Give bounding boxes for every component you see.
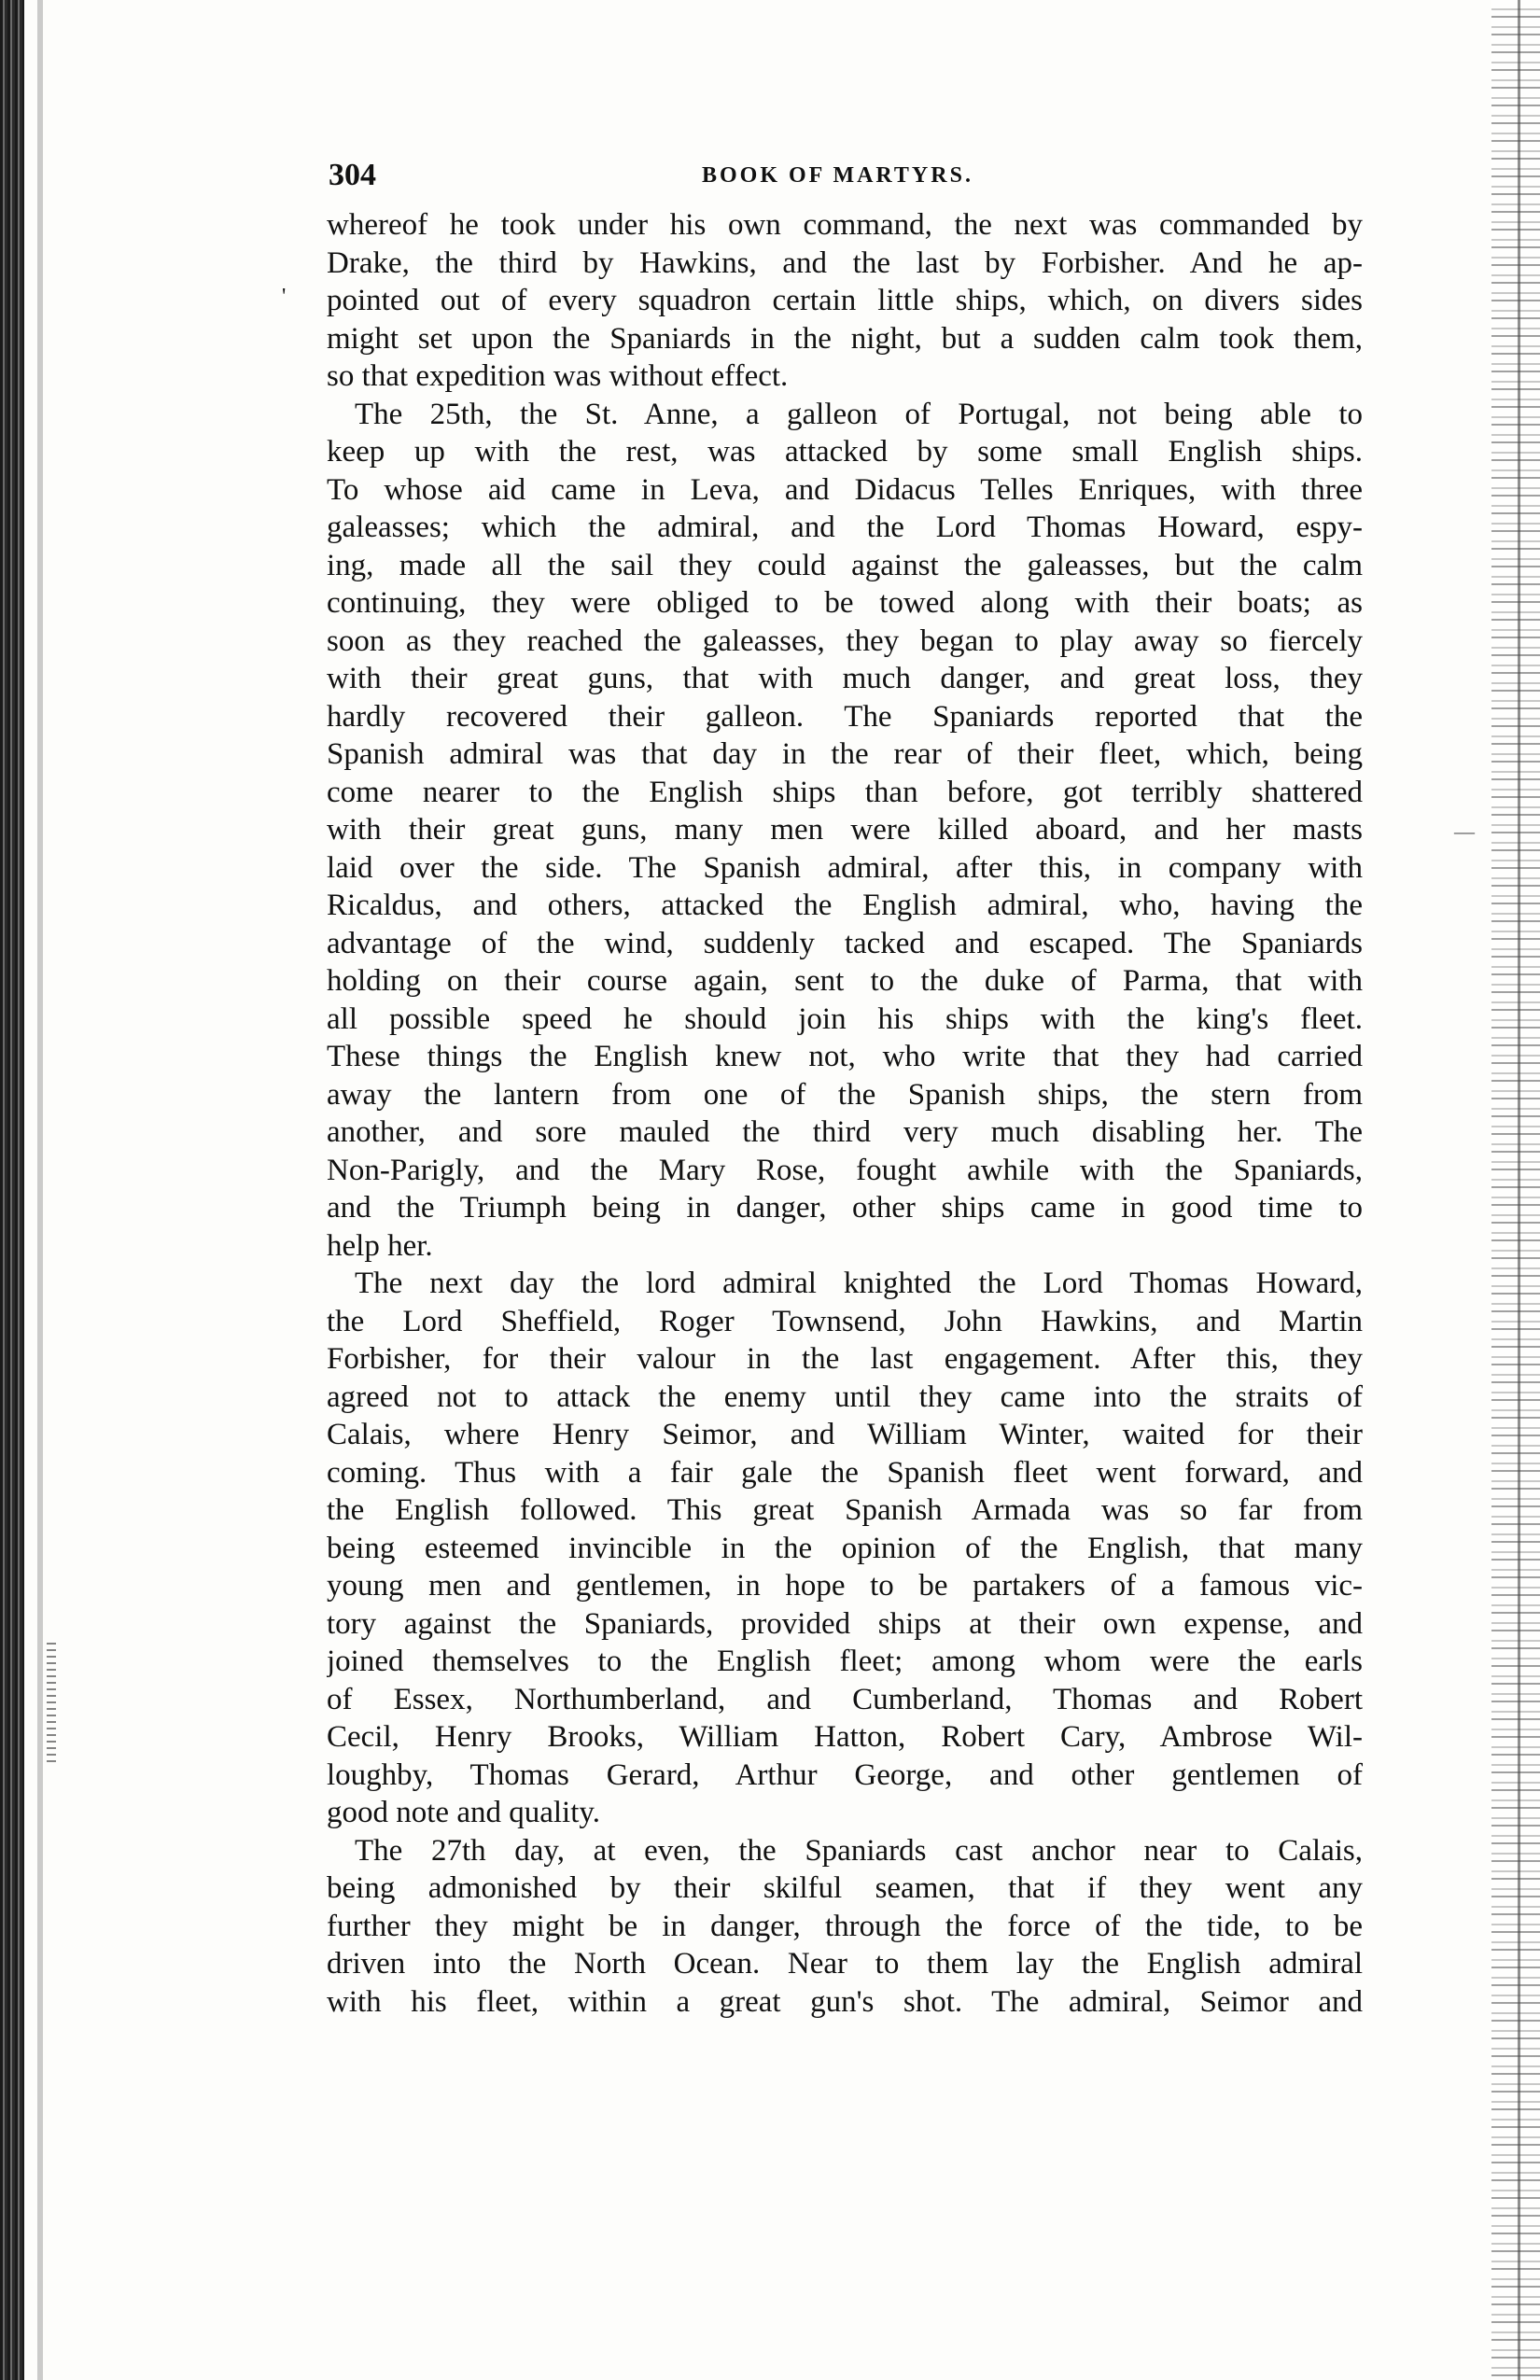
text-line: the English followed. This great Spanish Armada was so far from — [327, 1493, 1363, 1527]
text-line: hardly recovered their galleon. The Spaniards reported that the — [327, 699, 1363, 734]
page-edge-line-right — [1518, 0, 1520, 2380]
text-line: The 25th, the St. Anne, a galleon of Portugal, not being able to — [355, 397, 1363, 431]
text-line: come nearer to the English ships than before, got terribly shattered — [327, 775, 1363, 809]
text-line: all possible speed he should join his ships with the king's fleet. — [327, 1001, 1363, 1036]
text-line: These things the English knew not, who write that they had carried — [327, 1040, 1363, 1073]
text-line: agreed not to attack the enemy until they came into the straits of — [327, 1379, 1363, 1414]
text-line: young men and gentlemen, in hope to be partakers of a famous vic- — [327, 1569, 1363, 1603]
text-line: another, and sore mauled the third very much disabling her. The — [327, 1115, 1363, 1149]
text-line: holding on their course again, sent to the duke of Parma, that with — [327, 964, 1363, 998]
text-line: Spanish admiral was that day in the rear of their fleet, which, being — [327, 737, 1363, 771]
text-line: away the lantern from one of the Spanish ships, the stern from — [327, 1077, 1363, 1112]
text-line: Ricaldus, and others, attacked the English admiral, who, having the — [327, 889, 1363, 922]
body-text — [327, 206, 1363, 2021]
text-line: with their great guns, many men were killed aboard, and her masts — [327, 813, 1363, 847]
text-line: laid over the side. The Spanish admiral, after this, in company with — [327, 850, 1363, 885]
text-line: and the Triumph being in danger, other ships came in good time to — [327, 1191, 1363, 1225]
edge-speckle-left — [47, 1643, 56, 1764]
text-line: continuing, they were obliged to be towed along with their boats; as — [327, 586, 1363, 620]
text-line: advantage of the wind, suddenly tacked and escaped. The Spaniards — [327, 926, 1363, 960]
text-line: ing, made all the sail they could against the galeasses, but the calm — [327, 548, 1363, 582]
page-header — [329, 157, 1363, 194]
text-line: further they might be in danger, through the force of the tide, to be — [327, 1909, 1363, 1943]
text-line: with his fleet, within a great gun's shot. The admiral, Seimor and — [327, 1984, 1363, 2019]
text-line: being esteemed invincible in the opinion of the English, that many — [327, 1531, 1363, 1565]
text-line: whereof he took under his own command, the next was commanded by — [327, 208, 1363, 242]
margin-mark-right: — — [1454, 819, 1475, 843]
text-line: loughby, Thomas Gerard, Arthur George, and other gentlemen of — [327, 1757, 1363, 1792]
text-line: with their great guns, that with much danger, and great loss, they — [327, 662, 1363, 695]
text-line: help her. — [327, 1228, 433, 1263]
text-line: coming. Thus with a fair gale the Spanish fleet went forward, and — [327, 1455, 1363, 1490]
text-line: The 27th day, at even, the Spaniards cast anchor near to Calais, — [355, 1833, 1363, 1868]
deckle-edge-right — [1491, 0, 1540, 2380]
binding-edge-left — [0, 0, 24, 2380]
text-line: the Lord Sheffield, Roger Townsend, John Hawkins, and Martin — [327, 1304, 1363, 1338]
margin-mark-left: ' — [282, 285, 287, 309]
text-line: Calais, where Henry Seimor, and William Winter, waited for their — [327, 1418, 1363, 1451]
text-line: To whose aid came in Leva, and Didacus Telles Enriques, with three — [327, 472, 1363, 507]
running-head: BOOK OF MARTYRS. — [702, 163, 973, 188]
text-line: Drake, the third by Hawkins, and the last by Forbisher. And he ap- — [327, 245, 1363, 280]
text-line: galeasses; which the admiral, and the Lord Thomas Howard, espy- — [327, 511, 1363, 544]
text-line: tory against the Spaniards, provided ships at their own expense, and — [327, 1606, 1363, 1641]
text-line: so that expedition was without effect. — [327, 359, 789, 393]
text-line: Cecil, Henry Brooks, William Hatton, Robert Cary, Ambrose Wil- — [327, 1720, 1363, 1754]
text-line: might set upon the Spaniards in the night, but a sudden calm took them, — [327, 321, 1363, 356]
text-line: joined themselves to the English fleet; among whom were the earls — [327, 1645, 1363, 1678]
text-line: The next day the lord admiral knighted the Lord Thomas Howard, — [355, 1267, 1363, 1300]
text-line: driven into the North Ocean. Near to them lay the English admiral — [327, 1947, 1363, 1981]
text-line: being admonished by their skilful seamen, that if they went any — [327, 1871, 1363, 1905]
text-line: Forbisher, for their valour in the last engagement. After this, they — [327, 1342, 1363, 1376]
text-line: of Essex, Northumberland, and Cumberland, Thomas and Robert — [327, 1682, 1363, 1716]
binding-shadow-left — [37, 0, 43, 2380]
text-line: Non-Parigly, and the Mary Rose, fought awhile with the Spaniards, — [327, 1153, 1363, 1187]
text-line: good note and quality. — [327, 1796, 600, 1829]
text-line: keep up with the rest, was attacked by some small English ships. — [327, 435, 1363, 469]
page-number: 304 — [329, 158, 376, 192]
text-line: soon as they reached the galeasses, they began to play away so fiercely — [327, 623, 1363, 658]
text-line: pointed out of every squadron certain little ships, which, on divers sides — [327, 284, 1363, 317]
